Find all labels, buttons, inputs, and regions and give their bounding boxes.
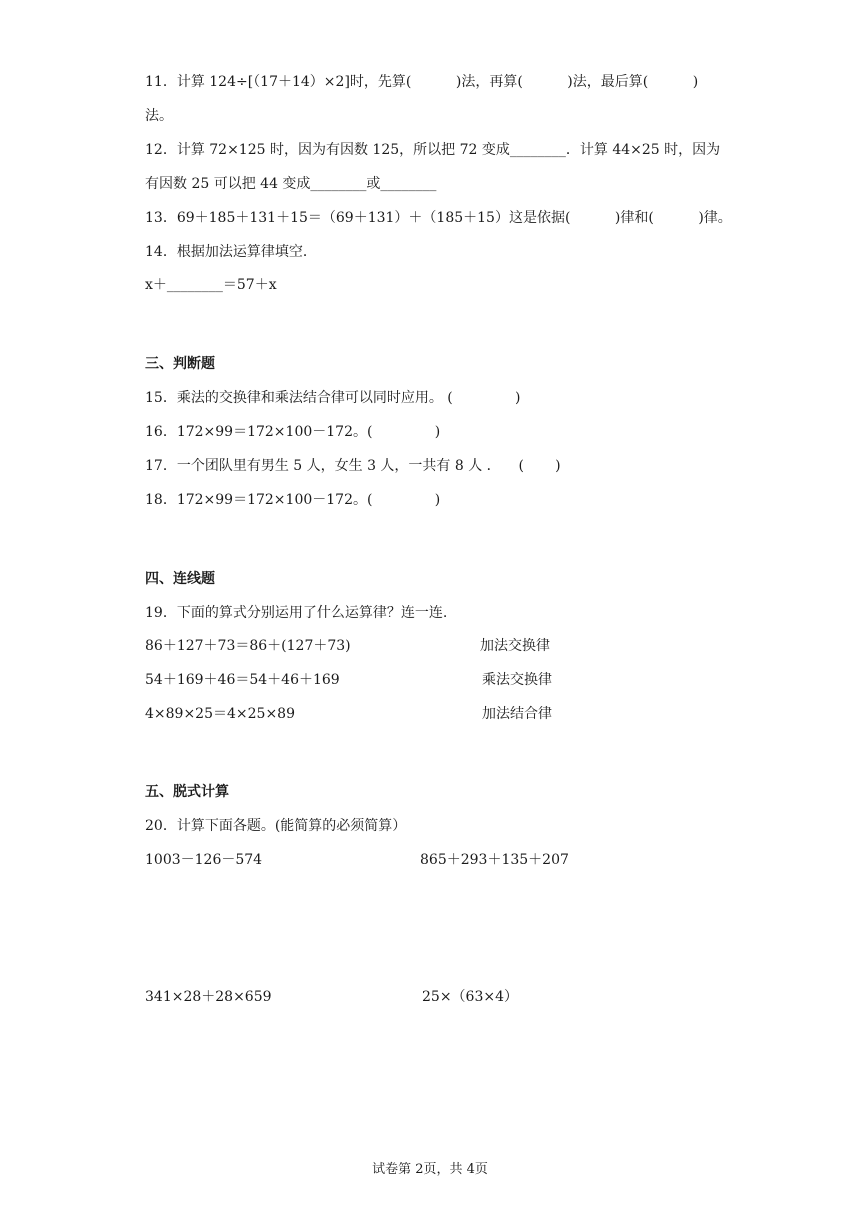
match-right-item: 加法结合律 <box>482 706 552 722</box>
question-14-line1: 14．根据加法运算律填空． <box>145 244 317 260</box>
section-heading-calc: 五、脱式计算 <box>145 784 229 800</box>
question-11-line1: 11．计算 124÷[（17＋14）×2]时，先算( )法，再算( )法，最后算( ) <box>145 74 699 90</box>
section-heading-match: 四、连线题 <box>145 571 215 587</box>
match-right-item: 乘法交换律 <box>482 672 552 688</box>
calc-item: 1003－126－574 <box>145 852 263 868</box>
match-left-item: 4×89×25＝4×25×89 <box>145 706 295 722</box>
calc-item: 25×（63×4） <box>422 989 518 1005</box>
question-15: 15．乘法的交换律和乘法结合律可以同时应用。 ( ) <box>145 390 521 406</box>
page-footer: 试卷第 2页，共 4页 <box>372 1162 488 1177</box>
question-14-line2: x＋________＝57＋x <box>145 277 277 293</box>
match-left-item: 54＋169＋46＝54＋46＋169 <box>145 672 340 688</box>
question-13: 13．69＋185＋131＋15＝（69＋131）＋（185＋15）这是依据( )律和( )律。 <box>145 210 732 226</box>
question-12-line2: 有因数 25 可以把 44 变成________或________ <box>145 176 437 192</box>
calc-item: 341×28＋28×659 <box>145 989 272 1005</box>
question-17: 17．一个团队里有男生 5 人，女生 3 人，一共有 8 人 ． ( ) <box>145 458 561 474</box>
match-left-item: 86＋127＋73＝86＋(127＋73) <box>145 638 351 654</box>
question-18: 18．172×99＝172×100－172。( ) <box>145 492 441 508</box>
question-12-line1: 12．计算 72×125 时，因为有因数 125，所以把 72 变成________．计算 44×25 时，因为 <box>145 142 721 158</box>
match-right-item: 加法交换律 <box>480 638 550 654</box>
question-20: 20．计算下面各题。(能简算的必须简算） <box>145 818 407 834</box>
question-11-line2: 法。 <box>145 108 173 124</box>
calc-item: 865＋293＋135＋207 <box>420 852 569 868</box>
question-16: 16．172×99＝172×100－172。( ) <box>145 424 441 440</box>
section-heading-judge: 三、判断题 <box>145 356 215 372</box>
question-19: 19．下面的算式分别运用了什么运算律？连一连. <box>145 605 448 621</box>
